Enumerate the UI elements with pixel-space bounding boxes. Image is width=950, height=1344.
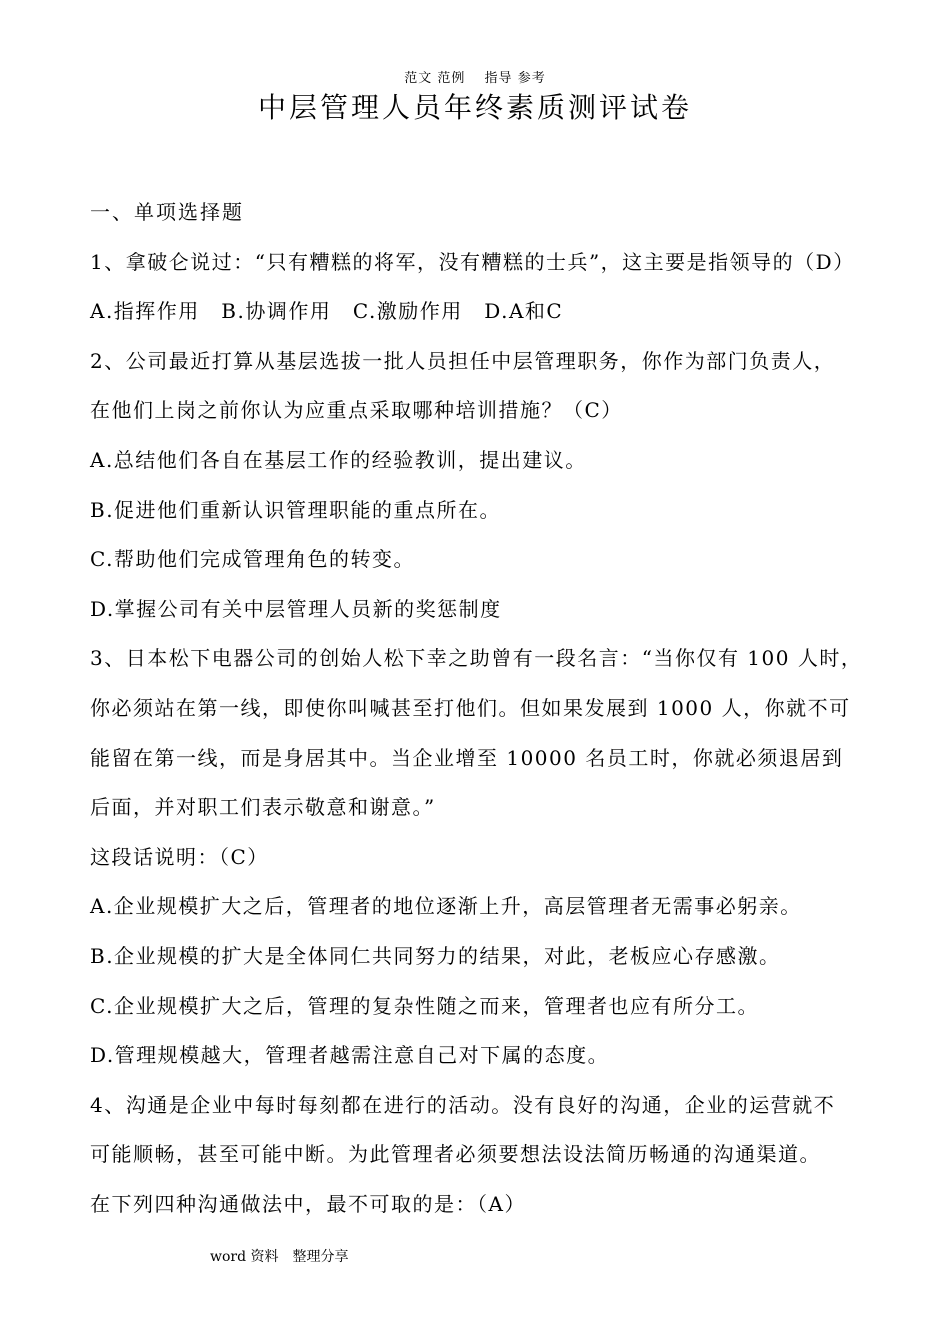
document-body bbox=[90, 188, 870, 1229]
question-3-stem-line-2: 你必须站在第一线，即使你叫喊甚至打他们。但如果发展到 1000 人，你就不可 bbox=[90, 695, 851, 720]
question-3-stem-line-1: 3、日本松下电器公司的创始人松下幸之助曾有一段名言：“当你仅有 100 人时， bbox=[90, 646, 863, 671]
question-1-stem: 1、拿破仑说过：“只有糟糕的将军，没有糟糕的士兵”，这主要是指领导的（D） bbox=[90, 249, 855, 274]
question-3-option-b: B.企业规模的扩大是全体同仁共同努力的结果，对此，老板应心存感激。 bbox=[90, 943, 781, 968]
question-3-option-c: C.企业规模扩大之后，管理的复杂性随之而来，管理者也应有所分工。 bbox=[90, 993, 759, 1018]
footer-note: word 资料 整理分享 bbox=[210, 1249, 349, 1265]
question-2-option-d: D.掌握公司有关中层管理人员新的奖惩制度 bbox=[90, 596, 502, 621]
question-4-stem-line-3: 在下列四种沟通做法中，最不可取的是：（A） bbox=[90, 1191, 526, 1216]
question-2-option-b: B.促进他们重新认识管理职能的重点所在。 bbox=[90, 497, 502, 522]
question-2-option-a: A.总结他们各自在基层工作的经验教训，提出建议。 bbox=[90, 447, 587, 472]
question-3-stem-line-4: 后面，并对职工们表示敬意和谢意。” bbox=[90, 795, 436, 820]
question-2-stem-line-2: 在他们上岗之前你认为应重点采取哪种培训措施？（C） bbox=[90, 398, 623, 423]
question-2-stem-line-1: 2、公司最近打算从基层选拔一批人员担任中层管理职务，你作为部门负责人， bbox=[90, 348, 836, 373]
section-heading: 一、单项选择题 bbox=[90, 200, 244, 224]
question-2-option-c: C.帮助他们完成管理角色的转变。 bbox=[90, 547, 415, 572]
question-3-option-d: D.管理规模越大，管理者越需注意自己对下属的态度。 bbox=[90, 1043, 610, 1068]
question-3-prompt: 这段话说明：（C） bbox=[90, 844, 269, 869]
page-title: 中层管理人员年终素质测评试卷 bbox=[257, 91, 692, 124]
question-1-options: A.指挥作用 B.协调作用 C.激励作用 D.A和C bbox=[90, 299, 564, 324]
header-note: 范文 范例 指导 参考 bbox=[404, 71, 546, 86]
question-3-stem-line-3: 能留在第一线，而是身居其中。当企业增至 10000 名员工时，你就必须退居到 bbox=[90, 745, 844, 770]
question-4-stem-line-2: 可能顺畅，甚至可能中断。为此管理者必须要想法设法简历畅通的沟通渠道。 bbox=[90, 1142, 821, 1167]
question-3-option-a: A.企业规模扩大之后，管理者的地位逐渐上升，高层管理者无需事必躬亲。 bbox=[90, 894, 802, 919]
question-4-stem-line-1: 4、沟通是企业中每时每刻都在进行的活动。没有良好的沟通，企业的运营就不 bbox=[90, 1092, 836, 1117]
